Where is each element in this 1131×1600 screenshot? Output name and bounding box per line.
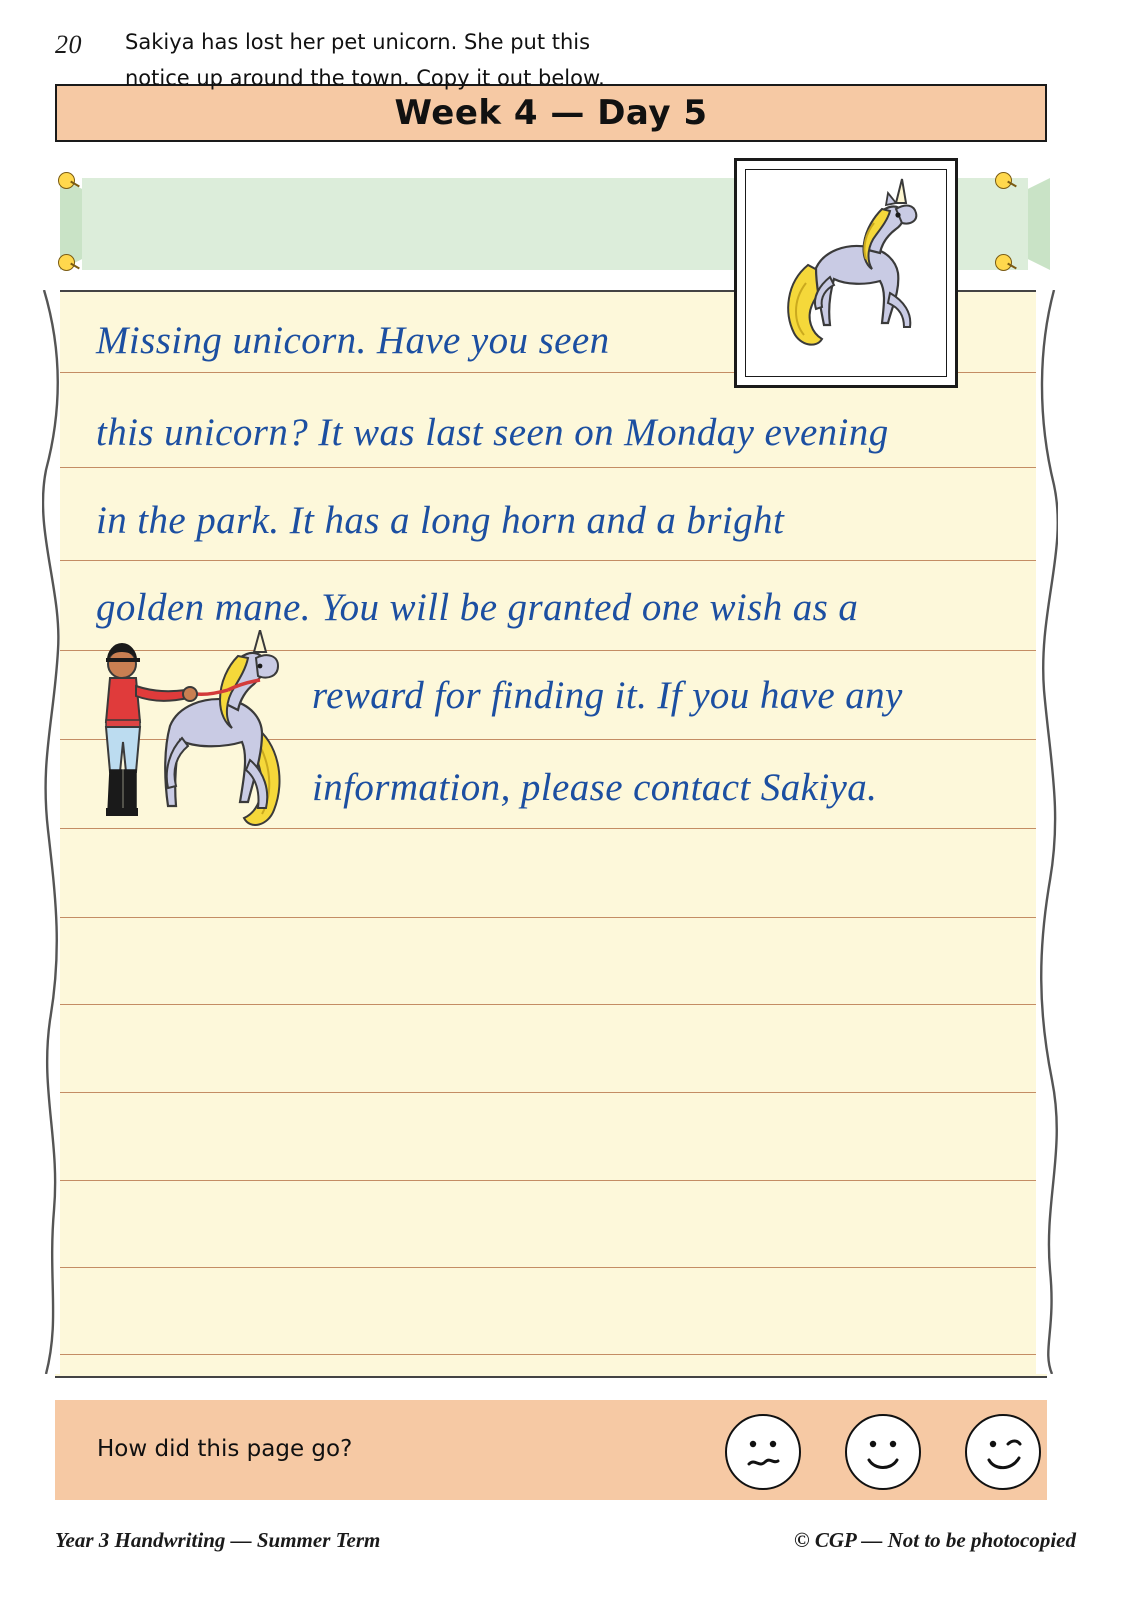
winking-face-svg [967, 1416, 1039, 1488]
instruction-line-1: Sakiya has lost her pet unicorn. She put this [125, 30, 591, 54]
handwriting-line: reward for finding it. If you have any [312, 674, 903, 717]
pin-icon [58, 172, 78, 192]
handwriting-line: information, please contact Sakiya. [312, 766, 878, 809]
footer-left-text: Year 3 Handwriting — Summer Term [55, 1528, 381, 1552]
winking-face-icon[interactable] [965, 1414, 1041, 1490]
paper-edge-left [42, 290, 60, 1374]
happy-face-icon[interactable] [845, 1414, 921, 1490]
instruction-line-2: notice up around the town. Copy it out below. [125, 66, 605, 90]
handwriting-line: Missing unicorn. Have you seen [96, 319, 610, 362]
feedback-bar [55, 1400, 1047, 1500]
happy-face-svg [847, 1416, 919, 1488]
paper-edge-curve-right [1036, 290, 1058, 1374]
pin-icon [995, 172, 1015, 192]
page-title: Week 4 — Day 5 [394, 93, 708, 133]
paper-edge-curve-left [42, 290, 64, 1374]
page-number: 20 [55, 30, 82, 59]
footer-right-text: © CGP — Not to be photocopied [793, 1528, 1076, 1552]
instruction-text [125, 24, 745, 96]
unsure-face-svg [727, 1416, 799, 1488]
scene-icon [78, 630, 318, 855]
paper-edge-right [1036, 290, 1054, 1374]
feedback-prompt: How did this page go? [97, 1436, 353, 1462]
unicorn-portrait-frame [734, 158, 958, 388]
handwriting-line: this unicorn? It was last seen on Monday evening [96, 411, 889, 454]
unicorn-portrait-image [745, 169, 947, 377]
handwriting-line: in the park. It has a long horn and a bright [96, 499, 785, 542]
unicorn-icon [746, 170, 946, 376]
pin-icon [995, 254, 1015, 274]
unsure-face-icon[interactable] [725, 1414, 801, 1490]
girl-leading-unicorn-illustration [78, 630, 318, 855]
handwriting-line: golden mane. You will be granted one wish as a [96, 586, 859, 629]
pin-icon [58, 254, 78, 274]
